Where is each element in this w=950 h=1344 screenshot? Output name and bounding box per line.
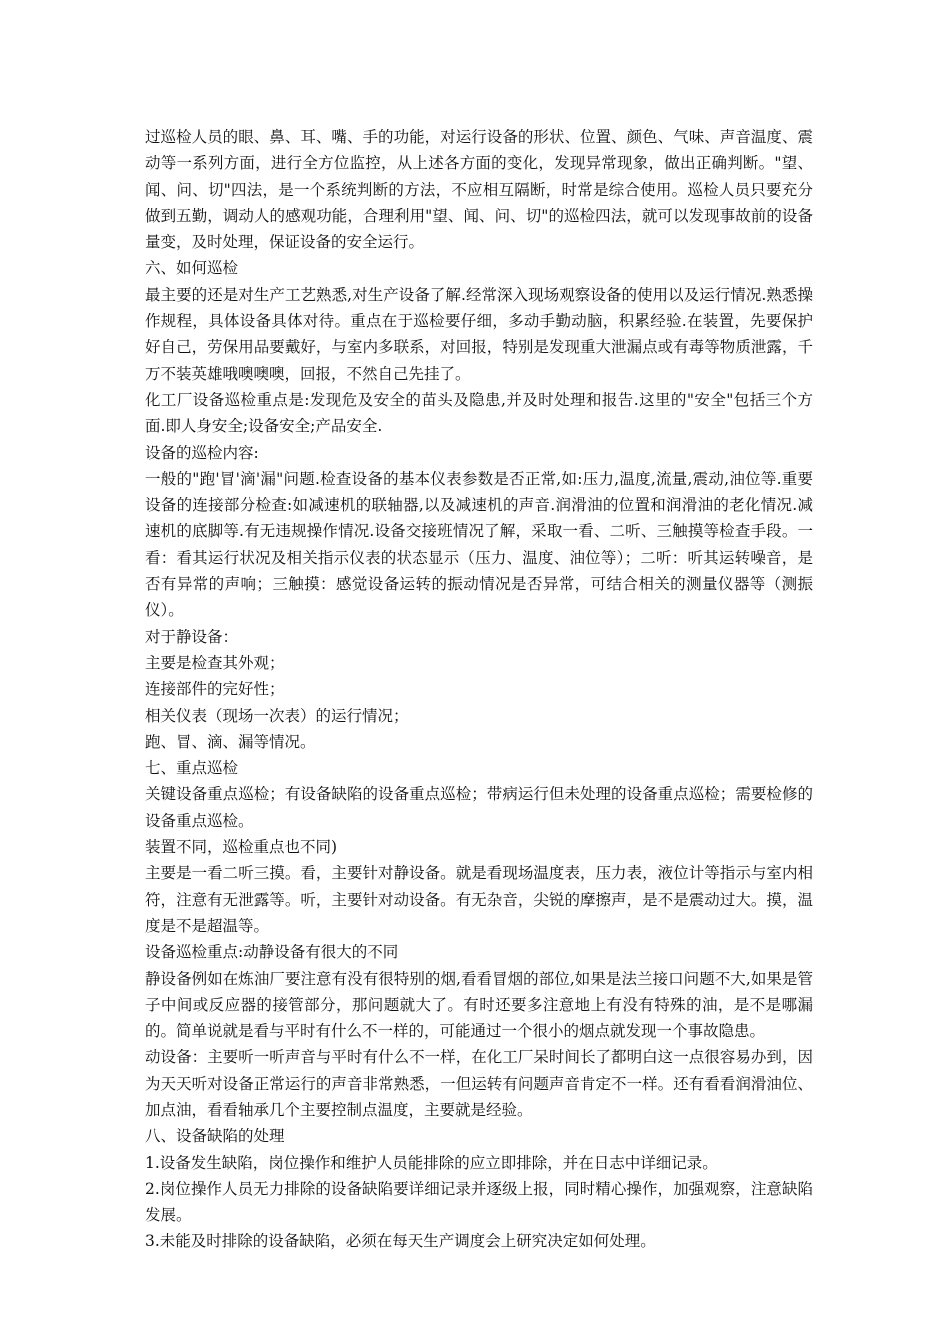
static-equipment-label: 对于静设备： [145,627,239,646]
paragraph-inspection-key-points: 设备巡检重点:动静设备有很大的不同 [145,943,399,962]
paragraph-inspection-focus: 化工厂设备巡检重点是:发现危及安全的苗头及隐患,并及时处理和报告.这里的"安全"包括三个方面.即人身安全;设备安全;产品安全. [145,390,813,436]
section-heading-key-inspection: 七、重点巡检 [145,759,239,778]
intro-paragraph: 过巡检人员的眼、鼻、耳、嘴、手的功能，对运行设备的形状、位置、颜色、气味、声音温度、震动等一系列方面，进行全方位监控，从上述各方面的变化，发现异常现象，做出正确判断。"望、闻、问、切"四法，是一个系统判断的方法，不应相互隔断，时常是综合使用。巡检人员只要充分做到五勤，调动人的感观功能，合理利用"望、闻、问、切"的巡检四法，就可以发现事故前的设备量变，及时处理，保证设备的安全运行。 [145,128,813,252]
defect-item-3: 3.未能及时排除的设备缺陷，必须在每天生产调度会上研究决定如何处理。 [145,1232,656,1251]
section-heading-how-to-inspect: 六、如何巡检 [145,259,239,278]
paragraph-key-equipment: 关键设备重点巡检；有设备缺陷的设备重点巡检；带病运行但未处理的设备重点巡检；需要检修的设备重点巡检。 [145,785,813,830]
defect-item-2: 2.岗位操作人员无力排除的设备缺陷要详细记录并逐级上报，同时精心操作，加强观察，注意缺陷发展。 [145,1179,813,1225]
paragraph-static-equipment: 静设备例如在炼油厂要注意有没有很特别的烟,看看冒烟的部位,如果是法兰接口问题不大,如果是管子中间或反应器的接管部分，那问题就大了。有时还要多注意地上有没有特殊的油，是不是哪漏的。简单说就是看与平时有什么不一样的，可能通过一个很小的烟点就发现一个事故隐患。 [145,969,813,1041]
paragraph-inspection-content: 一般的"跑'冒'滴'漏"问题.检查设备的基本仪表参数是否正常,如:压力,温度,流量,震动,油位等.重要设备的连接部分检查:如减速机的联轴器,以及减速机的声音.润滑油的位置和润滑油的老化情况.减速机的底脚等.有无违规操作情况.设备交接班情况了解，采取一看、二听、三触摸等检查手段。一看：看其运行状况及相关指示仪表的状态显示（压力、温度、油位等）；二听：听其运转噪音，是否有异常的声响；三触摸：感觉设备运转的振动情况是否异常，可结合相关的测量仪器等（测振仪）。 [145,469,813,620]
static-item-instruments: 相关仪表（现场一次表）的运行情况； [145,706,409,725]
paragraph-different-units: 装置不同，巡检重点也不同) [145,838,338,857]
static-item-appearance: 主要是检查其外观； [145,653,285,672]
paragraph-inspection-content-label: 设备的巡检内容: [145,443,259,462]
defect-item-1: 1.设备发生缺陷，岗位操作和维护人员能排除的应立即排除，并在日志中详细记录。 [145,1153,718,1172]
paragraph-look-listen-touch: 主要是一看二听三摸。看，主要针对静设备。就是看现场温度表，压力表，液位计等指示与室内相符，注意有无泄露等。听，主要针对动设备。有无杂音，尖锐的摩擦声，是不是震动过大。摸，温度是不是超温等。 [145,864,813,935]
paragraph-how-to-inspect: 最主要的还是对生产工艺熟悉,对生产设备了解.经常深入现场观察设备的使用以及运行情况.熟悉操作规程，具体设备具体对待。重点在于巡检要仔细，多动手勤动脑，积累经验.在装置，先要保护好自己，劳保用品要戴好，与室内多联系，对回报，特别是发现重大泄漏点或有毒等物质泄露，千万不装英雄哦噢噢噢，回报，不然自己先挂了。 [145,285,813,383]
document-page [145,124,813,1255]
paragraph-dynamic-equipment: 动设备：主要听一听声音与平时有什么不一样，在化工厂呆时间长了都明白这一点很容易办到，因为天天听对设备正常运行的声音非常熟悉，一但运转有问题声音肯定不一样。还有看看润滑油位、加点油，看看轴承几个主要控制点温度，主要就是经验。 [145,1048,813,1119]
section-heading-defect-handling: 八、设备缺陷的处理 [145,1127,285,1146]
static-item-connections: 连接部件的完好性； [145,680,285,699]
static-item-leaks: 跑、冒、滴、漏等情况。 [145,732,316,751]
